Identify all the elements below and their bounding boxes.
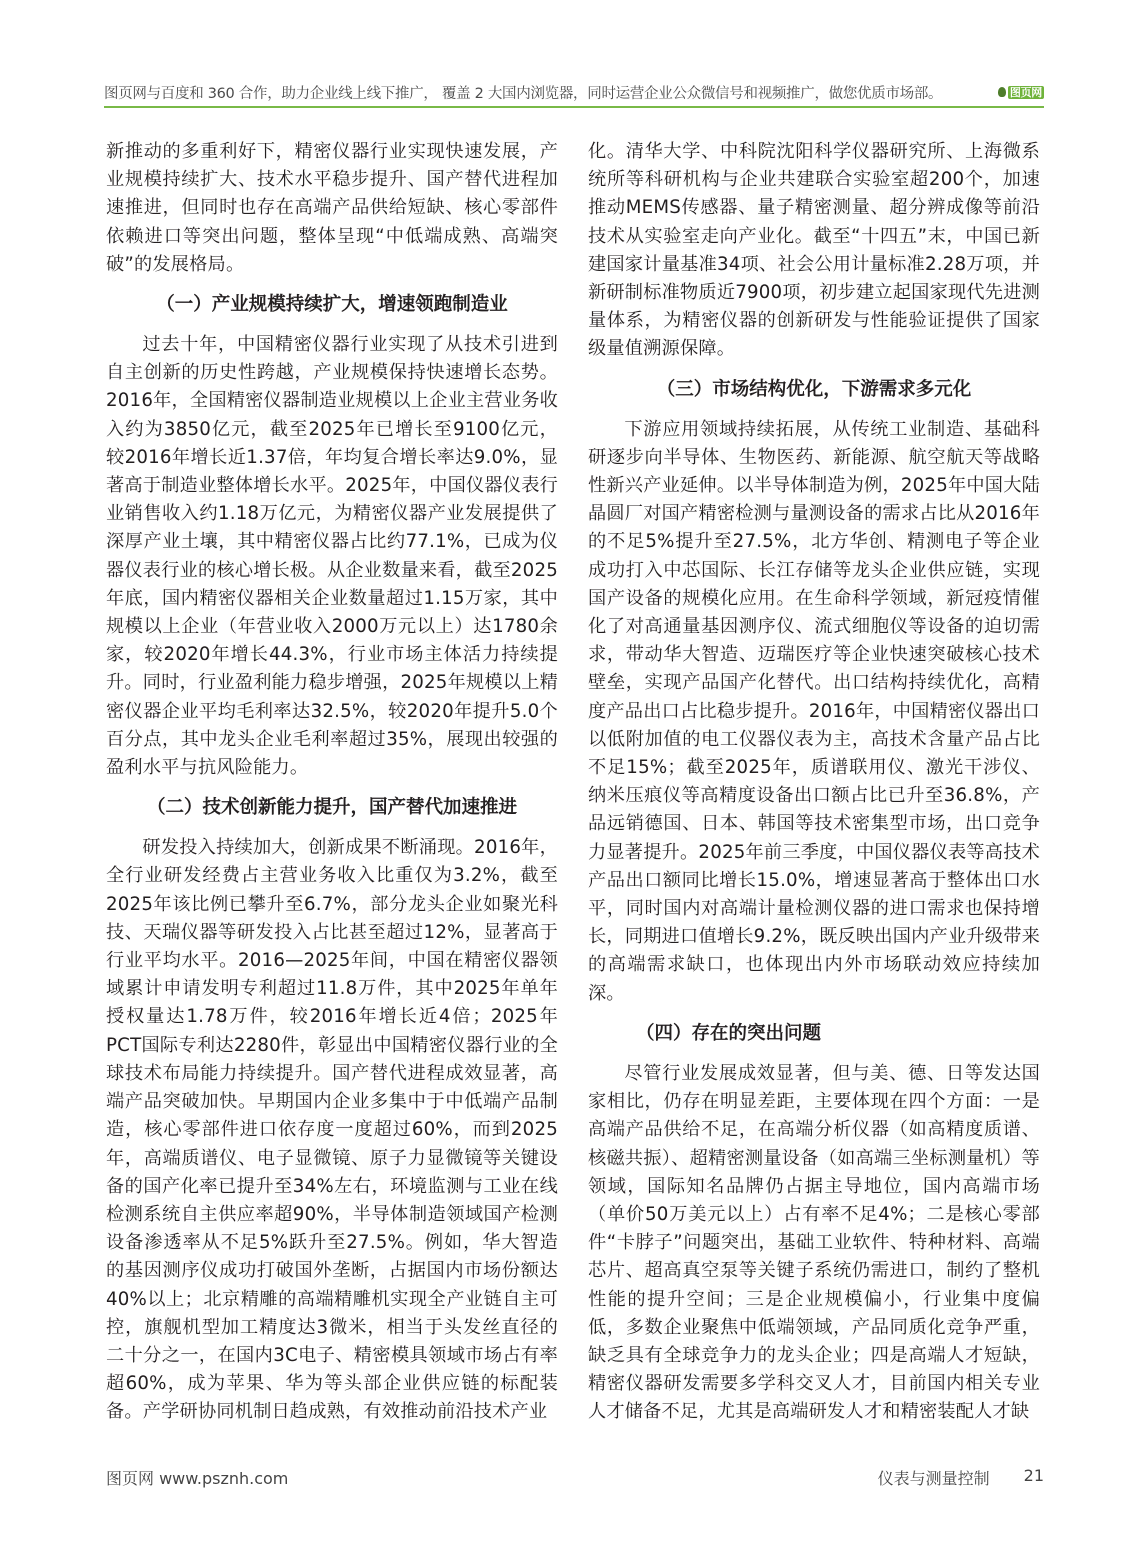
- section-heading-1: （一）产业规模持续扩大，增速领跑制造业: [156, 294, 508, 316]
- footer-section-name: 仪表与测量控制: [877, 1469, 990, 1488]
- leaf-logo-icon: [997, 85, 1007, 99]
- section-heading-3: （三）市场结构优化，下游需求多元化: [656, 378, 972, 400]
- site-logo[interactable]: [997, 85, 1044, 99]
- intro-paragraph: 新推动的多重利好下，精密仪器行业实现快速发展，产业规模持续扩大、技术水平稳步提升、国产替代进程加速推进，但同时也存在高端产品供给短缺、核心零部件依赖进口等突出问题，整体呈现“中低端成熟、高端突破”的发展格局。: [106, 141, 558, 275]
- banner-text: 图页网与百度和 360 合作，助力企业线上线下推广， 覆盖 2 大国内浏览器，同时运营企业公众微信号和视频推广，做您优质市场部。: [104, 85, 943, 102]
- left-column: [106, 138, 558, 1427]
- page-number: 21: [1023, 1466, 1044, 1485]
- footer-site[interactable]: 图页网 www.psznh.com: [106, 1469, 289, 1488]
- section-1-paragraph: 过去十年，中国精密仪器行业实现了从技术引进到自主创新的历史性跨越，产业规模保持快速增长态势。2016年，全国精密仪器制造业规模以上企业主营业务收入约为3850亿元，截至2025年已增长至9100亿元，较2016年增长近1.37倍，年均复合增长率达9.0%，显著高于制造业整体增长水平。2025年，中国仪器仪表行业销售收入约1.18万亿元，为精密仪器产业发展提供了深厚产业土壤，其中精密仪器占比约77.1%，已成为仪器仪表行业的核心增长极。从企业数量来看，截至2025年底，国内精密仪器相关企业数量超过1.15万家，其中规模以上企业（年营业收入2000万元以上）达1780余家，较2020年增长44.3%，行业市场主体活力持续提升。同时，行业盈利能力稳步增强，2025年规模以上精密仪器企业平均毛利率达32.5%，较2020年提升5.0个百分点，其中龙头企业毛利率超过35%，展现出较强的盈利水平与抗风险能力。: [106, 334, 558, 779]
- section-3-paragraph: 下游应用领域持续拓展，从传统工业制造、基础科研逐步向半导体、生物医药、新能源、航空航天等战略性新兴产业延伸。以半导体制造为例，2025年中国大陆晶圆厂对国产精密检测与量测设备的需求占比从2016年的不足5%提升至27.5%，北方华创、精测电子等企业成功打入中芯国际、长江存储等龙头企业供应链，实现国产设备的规模化应用。在生命科学领域，新冠疫情催化了对高通量基因测序仪、流式细胞仪等设备的迫切需求，带动华大智造、迈瑞医疗等企业快速突破核心技术壁垒，实现产品国产化替代。出口结构持续优化，高精度产品出口占比稳步提升。2016年，中国精密仪器出口以低附加值的电工仪器仪表为主，高技术含量产品占比不足15%；截至2025年，质谱联用仪、激光干涉仪、纳米压痕仪等高精度设备出口额占比已升至36.8%，产品远销德国、日本、韩国等技术密集型市场，出口竞争力显著提升。2025年前三季度，中国仪器仪表等高技术产品出口额同比增长15.0%，增速显著高于整体出口水平，同时国内对高端计量检测仪器的进口需求也保持增长，同期进口值增长9.2%，既反映出国内产业升级带来的高端需求缺口，也体现出内外市场联动效应持续加深。: [588, 418, 1040, 1004]
- section-heading-4: （四）存在的突出问题: [636, 1022, 822, 1044]
- continued-paragraph: 化。清华大学、中科院沈阳科学仪器研究所、上海微系统所等科研机构与企业共建联合实验室超200个，加速推动MEMS传感器、量子精密测量、超分辨成像等前沿技术从实验室走向产业化。截至“十四五”末，中国已新建国家计量基准34项、社会公用计量标准2.28万项，并新研制标准物质近7900项，初步建立起国家现代先进测量体系，为精密仪器的创新研发与性能验证提供了国家级量值溯源保障。: [588, 141, 1040, 360]
- footer-right: [878, 1466, 1044, 1489]
- section-heading-2: （二）技术创新能力提升，国产替代加速推进: [146, 797, 517, 819]
- right-column: [588, 138, 1040, 1427]
- section-4-paragraph: 尽管行业发展成效显著，但与美、德、日等发达国家相比，仍存在明显差距，主要体现在四个方面：一是高端产品供给不足，在高端分析仪器（如高精度质谱、核磁共振）、超精密测量设备（如高端三坐标测量机）等领域，国际知名品牌仍占据主导地位，国内高端市场（单价50万美元以上）占有率不足4%；二是核心零部件“卡脖子”问题突出，基础工业软件、特种材料、高端芯片、超高真空泵等关键子系统仍需进口，制约了整机性能的提升空间；三是企业规模偏小，行业集中度偏低，多数企业聚焦中低端领域，产品同质化竞争严重，缺乏具有全球竞争力的龙头企业；四是高端人才短缺，精密仪器研发需要多学科交叉人才，目前国内相关专业人才储备不足，尤其是高端研发人才和精密装配人才缺: [588, 1062, 1040, 1423]
- top-banner: [104, 82, 1044, 102]
- section-2-paragraph: 研发投入持续加大，创新成果不断涌现。2016年，全行业研发经费占主营业务收入比重仅为3.2%，截至2025年该比例已攀升至6.7%，部分龙头企业如聚光科技、天瑞仪器等研发投入占比甚至超过12%，显著高于行业平均水平。2016—2025年间，中国在精密仪器领域累计申请发明专利超过11.8万件，其中2025年单年授权量达1.78万件，较2016年增长近4倍；2025年PCT国际专利达2280件，彰显出中国精密仪器行业的全球技术布局能力持续提升。国产替代进程成效显著，高端产品突破加快。早期国内企业多集中于中低端产品制造，核心零部件进口依存度一度超过60%，而到2025年，高端质谱仪、电子显微镜、原子力显微镜等关键设备的国产化率已提升至34%左右，环境监测与工业在线检测系统自主供应率超90%，半导体制造领域国产检测设备渗透率从不足5%跃升至27.5%。例如，华大智造的基因测序仪成功打破国外垄断，占据国内市场份额达40%以上；北京精雕的高端精雕机实现全产业链自主可控，旗舰机型加工精度达3微米，相当于头发丝直径的二十分之一，在国内3C电子、精密模具领域市场占有率超60%，成为苹果、华为等头部企业供应链的标配装备。产学研协同机制日趋成熟，有效推动前沿技术产业: [106, 837, 558, 1423]
- header-divider: [104, 106, 1044, 108]
- logo-text: 图页网: [1009, 85, 1042, 99]
